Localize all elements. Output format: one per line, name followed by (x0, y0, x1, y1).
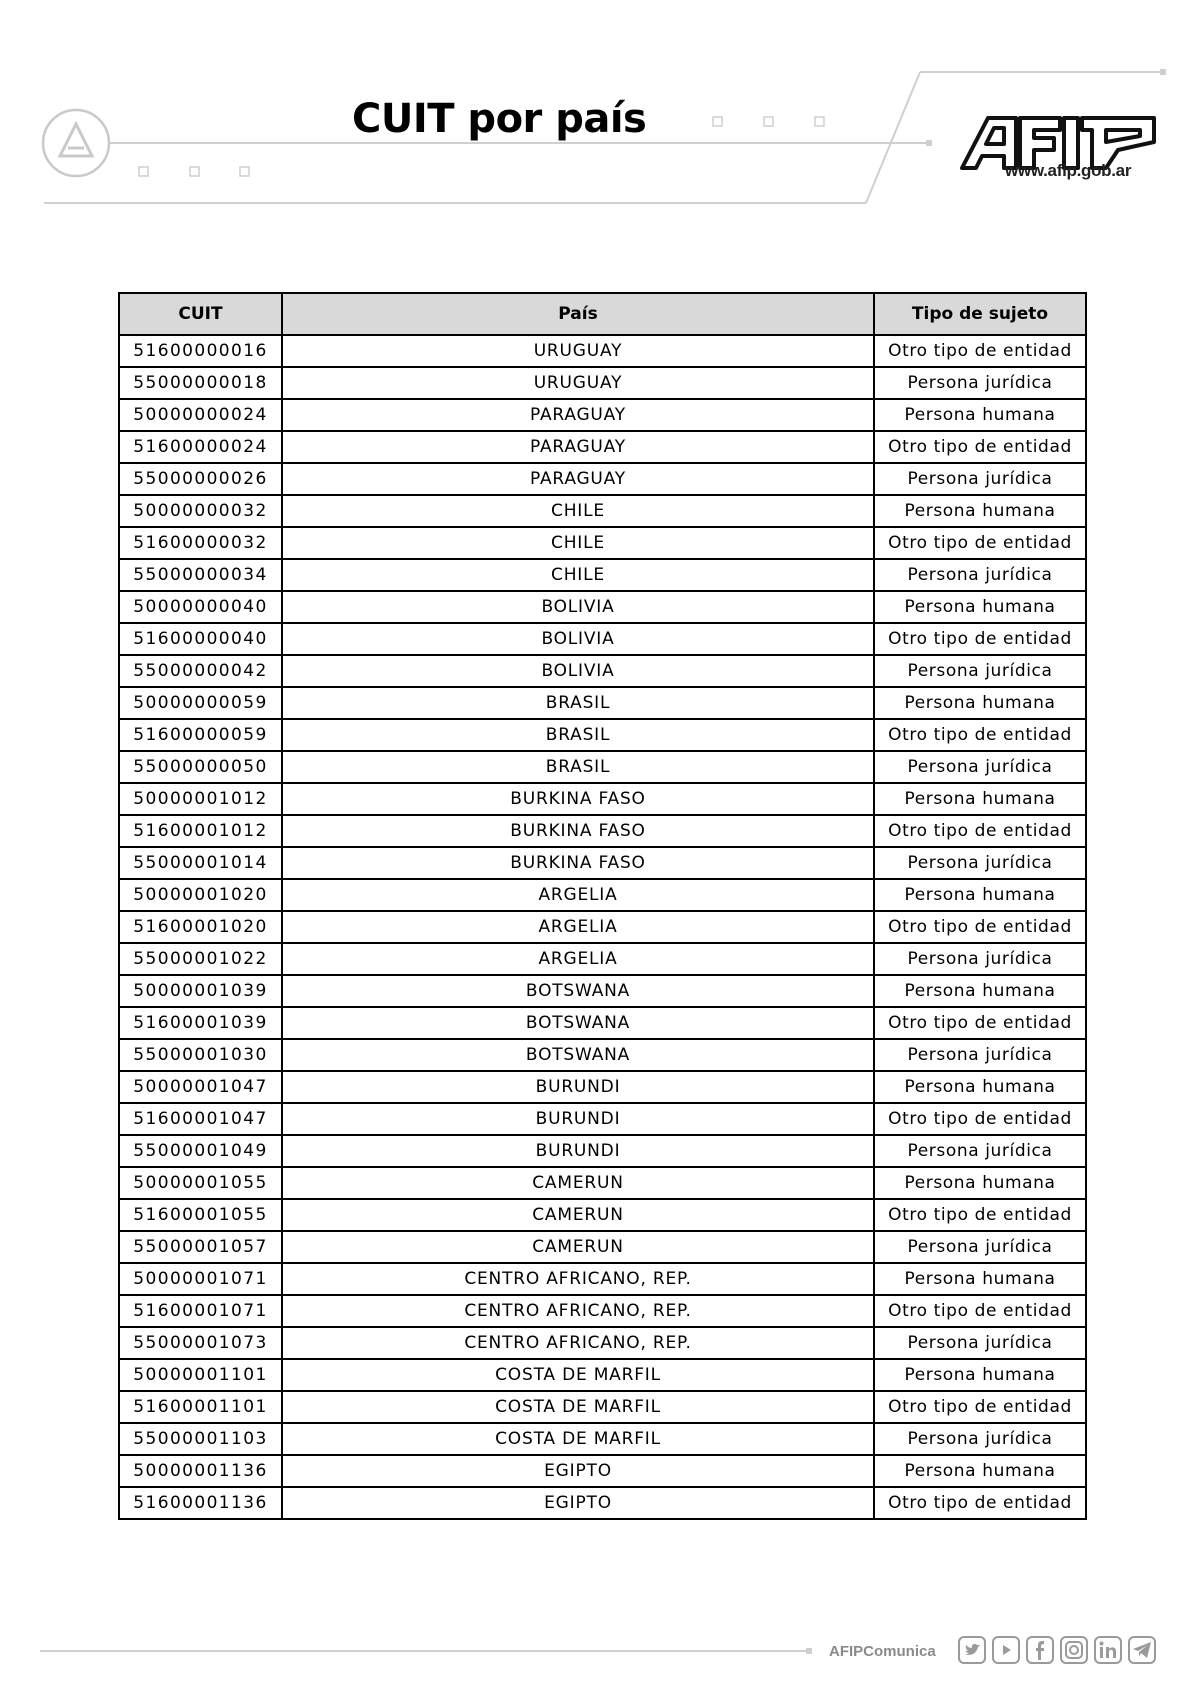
cell-tipo: Persona humana (874, 783, 1086, 815)
table-row (119, 1039, 1086, 1071)
cell-pais: BOLIVIA (282, 655, 874, 687)
cell-tipo: Otro tipo de entidad (874, 1391, 1086, 1423)
table-row (119, 1487, 1086, 1519)
cell-cuit: 55000001049 (119, 1135, 282, 1167)
cell-pais: BURKINA FASO (282, 815, 874, 847)
cell-cuit: 51600000059 (119, 719, 282, 751)
cell-tipo: Persona humana (874, 1071, 1086, 1103)
cell-pais: URUGUAY (282, 335, 874, 367)
column-header-tipo: Tipo de sujeto (874, 293, 1086, 335)
cell-pais: CENTRO AFRICANO, REP. (282, 1263, 874, 1295)
cell-cuit: 55000001057 (119, 1231, 282, 1263)
cell-pais: PARAGUAY (282, 431, 874, 463)
cell-cuit: 50000000024 (119, 399, 282, 431)
cell-cuit: 50000000059 (119, 687, 282, 719)
table-row (119, 623, 1086, 655)
cell-tipo: Persona jurídica (874, 1039, 1086, 1071)
table-row (119, 495, 1086, 527)
cell-tipo: Persona humana (874, 1455, 1086, 1487)
table-row (119, 1103, 1086, 1135)
table-row (119, 1199, 1086, 1231)
cell-tipo: Otro tipo de entidad (874, 911, 1086, 943)
cell-pais: PARAGUAY (282, 399, 874, 431)
cell-cuit: 55000000026 (119, 463, 282, 495)
cell-pais: BRASIL (282, 687, 874, 719)
cell-tipo: Persona humana (874, 591, 1086, 623)
cell-cuit: 50000001136 (119, 1455, 282, 1487)
table-row (119, 847, 1086, 879)
cell-cuit: 51600001136 (119, 1487, 282, 1519)
cell-pais: BURUNDI (282, 1103, 874, 1135)
cell-cuit: 55000000034 (119, 559, 282, 591)
cell-tipo: Persona jurídica (874, 751, 1086, 783)
cell-pais: CAMERUN (282, 1231, 874, 1263)
cell-cuit: 51600001020 (119, 911, 282, 943)
table-row (119, 943, 1086, 975)
cell-pais: CHILE (282, 527, 874, 559)
table-row (119, 367, 1086, 399)
table-row (119, 399, 1086, 431)
cell-tipo: Otro tipo de entidad (874, 335, 1086, 367)
cell-tipo: Persona jurídica (874, 559, 1086, 591)
cell-pais: URUGUAY (282, 367, 874, 399)
cell-cuit: 55000001073 (119, 1327, 282, 1359)
cell-tipo: Otro tipo de entidad (874, 1103, 1086, 1135)
cell-tipo: Persona humana (874, 687, 1086, 719)
twitter-icon[interactable] (958, 1636, 986, 1664)
cell-pais: ARGELIA (282, 943, 874, 975)
table-row (119, 655, 1086, 687)
cell-tipo: Persona humana (874, 1359, 1086, 1391)
cell-pais: CHILE (282, 495, 874, 527)
cell-pais: BOTSWANA (282, 1039, 874, 1071)
table-row (119, 1391, 1086, 1423)
table-row (119, 687, 1086, 719)
table-row (119, 719, 1086, 751)
cell-cuit: 51600000024 (119, 431, 282, 463)
cell-pais: EGIPTO (282, 1487, 874, 1519)
cell-tipo: Otro tipo de entidad (874, 1487, 1086, 1519)
cell-cuit: 50000001012 (119, 783, 282, 815)
cell-cuit: 51600000032 (119, 527, 282, 559)
cell-cuit: 51600001012 (119, 815, 282, 847)
cell-tipo: Persona humana (874, 1167, 1086, 1199)
linkedin-icon[interactable] (1094, 1636, 1122, 1664)
cell-pais: BRASIL (282, 719, 874, 751)
table-row (119, 1231, 1086, 1263)
cell-tipo: Otro tipo de entidad (874, 431, 1086, 463)
cell-pais: COSTA DE MARFIL (282, 1423, 874, 1455)
instagram-icon[interactable] (1060, 1636, 1088, 1664)
cell-cuit: 50000001071 (119, 1263, 282, 1295)
cell-cuit: 50000001047 (119, 1071, 282, 1103)
cell-tipo: Persona jurídica (874, 847, 1086, 879)
cell-cuit: 50000001020 (119, 879, 282, 911)
cell-tipo: Otro tipo de entidad (874, 1007, 1086, 1039)
cell-tipo: Persona humana (874, 1263, 1086, 1295)
cell-cuit: 55000001022 (119, 943, 282, 975)
table-row (119, 1135, 1086, 1167)
footer-label: AFIPComunica (829, 1643, 936, 1660)
cell-cuit: 50000001039 (119, 975, 282, 1007)
cell-tipo: Persona humana (874, 399, 1086, 431)
table-row (119, 1423, 1086, 1455)
cell-pais: BOTSWANA (282, 975, 874, 1007)
cell-cuit: 51600001071 (119, 1295, 282, 1327)
cuit-table (118, 292, 1085, 1520)
cell-tipo: Otro tipo de entidad (874, 815, 1086, 847)
cell-tipo: Persona jurídica (874, 943, 1086, 975)
cell-cuit: 50000001101 (119, 1359, 282, 1391)
cell-tipo: Persona jurídica (874, 1423, 1086, 1455)
cell-pais: COSTA DE MARFIL (282, 1391, 874, 1423)
telegram-icon[interactable] (1128, 1636, 1156, 1664)
cell-tipo: Otro tipo de entidad (874, 1199, 1086, 1231)
cell-tipo: Persona jurídica (874, 1135, 1086, 1167)
cell-pais: CENTRO AFRICANO, REP. (282, 1327, 874, 1359)
cell-cuit: 55000000042 (119, 655, 282, 687)
cell-cuit: 55000001014 (119, 847, 282, 879)
footer-decoration (0, 1620, 1200, 1680)
cell-cuit: 51600001039 (119, 1007, 282, 1039)
cell-pais: ARGELIA (282, 911, 874, 943)
table-row (119, 335, 1086, 367)
table-row (119, 783, 1086, 815)
table-row (119, 975, 1086, 1007)
table-header-row (119, 293, 1086, 335)
cell-tipo: Persona humana (874, 495, 1086, 527)
cell-pais: COSTA DE MARFIL (282, 1359, 874, 1391)
table-row (119, 591, 1086, 623)
cell-tipo: Persona humana (874, 975, 1086, 1007)
table-row (119, 1167, 1086, 1199)
table-row (119, 559, 1086, 591)
table-row (119, 1263, 1086, 1295)
table-row (119, 879, 1086, 911)
cell-tipo: Persona jurídica (874, 655, 1086, 687)
cell-cuit: 55000000050 (119, 751, 282, 783)
table-row (119, 751, 1086, 783)
cell-pais: BURUNDI (282, 1071, 874, 1103)
table-row (119, 1071, 1086, 1103)
cell-tipo: Persona humana (874, 879, 1086, 911)
column-header-cuit: CUIT (119, 293, 282, 335)
cell-pais: BOLIVIA (282, 623, 874, 655)
table-row (119, 1327, 1086, 1359)
cell-cuit: 50000000032 (119, 495, 282, 527)
table-row (119, 463, 1086, 495)
cell-pais: CENTRO AFRICANO, REP. (282, 1295, 874, 1327)
cell-pais: ARGELIA (282, 879, 874, 911)
cell-pais: BURUNDI (282, 1135, 874, 1167)
table-row (119, 527, 1086, 559)
cell-tipo: Persona jurídica (874, 1231, 1086, 1263)
cell-tipo: Persona jurídica (874, 1327, 1086, 1359)
afip-url: www.afip.gob.ar (1005, 161, 1132, 180)
cell-tipo: Otro tipo de entidad (874, 527, 1086, 559)
cell-cuit: 51600000016 (119, 335, 282, 367)
table-row (119, 1359, 1086, 1391)
cell-pais: BOLIVIA (282, 591, 874, 623)
table-row (119, 1455, 1086, 1487)
cell-pais: CAMERUN (282, 1167, 874, 1199)
facebook-icon[interactable] (1026, 1636, 1054, 1664)
table-row (119, 911, 1086, 943)
cell-cuit: 51600001055 (119, 1199, 282, 1231)
cell-pais: BURKINA FASO (282, 783, 874, 815)
cell-cuit: 51600001047 (119, 1103, 282, 1135)
table-row (119, 815, 1086, 847)
column-header-pais: País (282, 293, 874, 335)
cell-pais: CHILE (282, 559, 874, 591)
cell-cuit: 50000000040 (119, 591, 282, 623)
emblem-icon (43, 110, 109, 176)
cell-tipo: Persona jurídica (874, 367, 1086, 399)
cell-cuit: 50000001055 (119, 1167, 282, 1199)
table-row (119, 1295, 1086, 1327)
table-body (119, 335, 1086, 1519)
cell-cuit: 51600001101 (119, 1391, 282, 1423)
cell-tipo: Otro tipo de entidad (874, 623, 1086, 655)
cell-pais: PARAGUAY (282, 463, 874, 495)
cell-tipo: Otro tipo de entidad (874, 719, 1086, 751)
cell-pais: BRASIL (282, 751, 874, 783)
cell-pais: CAMERUN (282, 1199, 874, 1231)
cell-cuit: 55000000018 (119, 367, 282, 399)
cell-cuit: 55000001030 (119, 1039, 282, 1071)
table-row (119, 431, 1086, 463)
page-title: CUIT por país (352, 96, 647, 142)
cell-cuit: 51600000040 (119, 623, 282, 655)
cell-tipo: Otro tipo de entidad (874, 1295, 1086, 1327)
cell-pais: EGIPTO (282, 1455, 874, 1487)
cell-cuit: 55000001103 (119, 1423, 282, 1455)
cell-tipo: Persona jurídica (874, 463, 1086, 495)
cell-pais: BOTSWANA (282, 1007, 874, 1039)
cell-pais: BURKINA FASO (282, 847, 874, 879)
table-row (119, 1007, 1086, 1039)
youtube-icon[interactable] (992, 1636, 1020, 1664)
